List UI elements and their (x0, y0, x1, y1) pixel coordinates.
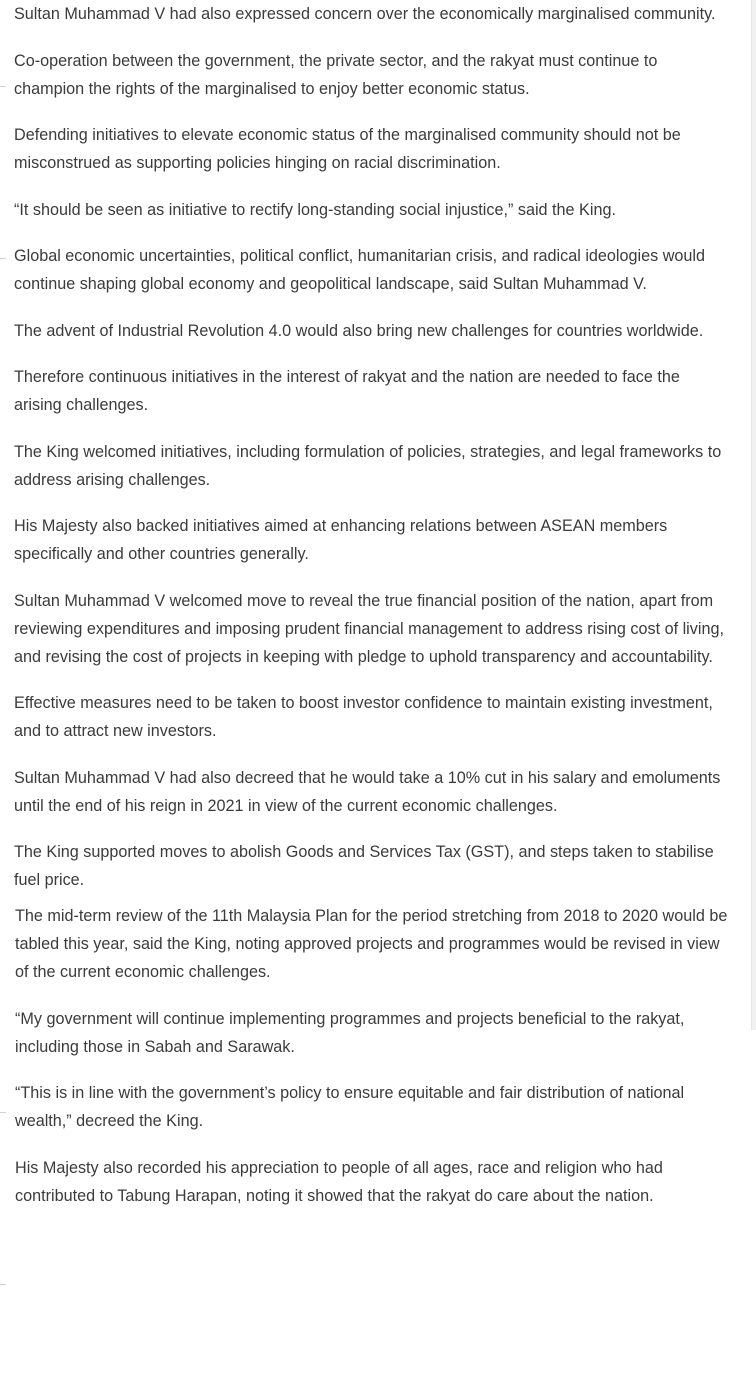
paragraph: Sultan Muhammad V welcomed move to reveal the true financial position of the nation, apart from reviewing expenditures and imposing prudent financial management to address rising cost of living, and revising the cost of projects in keeping with pledge to uphold transparency and accountability. (14, 591, 724, 666)
paragraph: “My government will continue implementing programmes and projects beneficial to the rakyat, including those in Sabah and Sarawak. (15, 1009, 685, 1056)
edge-tick (0, 1112, 6, 1113)
paragraph: Therefore continuous initiatives in the interest of rakyat and the nation are needed to face the arising challenges. (14, 368, 680, 414)
scrollbar-track[interactable] (752, 0, 756, 1030)
paragraph: Sultan Muhammad V had also expressed concern over the economically marginalised community. (14, 5, 716, 23)
edge-tick (0, 1284, 6, 1285)
paragraph: The King supported moves to abolish Goods and Services Tax (GST), and steps taken to stabilise fuel price. (14, 843, 714, 889)
edge-tick (0, 86, 6, 87)
paragraph: Co-operation between the government, the private sector, and the rakyat must continue to champion the rights of the marginalised to enjoy better economic status. (14, 51, 658, 98)
paragraph: Effective measures need to be taken to boost investor confidence to maintain existing investment, and to attract new investors. (14, 694, 713, 740)
paragraph: Defending initiatives to elevate economic status of the marginalised community should not be misconstrued as supporting policies hinging on racial discrimination. (14, 126, 681, 172)
article-body (14, 0, 730, 1228)
paragraph: His Majesty also backed initiatives aimed at enhancing relations between ASEAN members specifically and other countries generally. (14, 517, 668, 563)
paragraph: Sultan Muhammad V had also decreed that he would take a 10% cut in his salary and emoluments until the end of his reign in 2021 in view of the current economic challenges. (14, 768, 721, 815)
paragraph: “It should be seen as initiative to rectify long-standing social injustice,” said the King. (14, 200, 616, 219)
paragraph: “This is in line with the government’s policy to ensure equitable and fair distribution of national wealth,” decreed the King. (15, 1084, 685, 1130)
paragraph: His Majesty also recorded his appreciation to people of all ages, race and religion who had contributed to Tabung Harapan, noting it showed that the rakyat do care about the nation. (15, 1158, 663, 1205)
paragraph: Global economic uncertainties, political conflict, humanitarian crisis, and radical ideologies would continue shaping global economy and geopolitical landscape, said Sultan Muhammad V. (14, 247, 706, 293)
paragraph: The King welcomed initiatives, including formulation of policies, strategies, and legal frameworks to address arising challenges. (14, 442, 722, 489)
paragraph: The mid-term review of the 11th Malaysia Plan for the period stretching from 2018 to 2020 would be tabled this year, said the King, noting approved projects and programmes would be revised in view of the current economic challenges. (15, 907, 728, 981)
edge-tick (0, 258, 6, 259)
paragraph: The advent of Industrial Revolution 4.0 would also bring new challenges for countries worldwide. (14, 321, 704, 340)
